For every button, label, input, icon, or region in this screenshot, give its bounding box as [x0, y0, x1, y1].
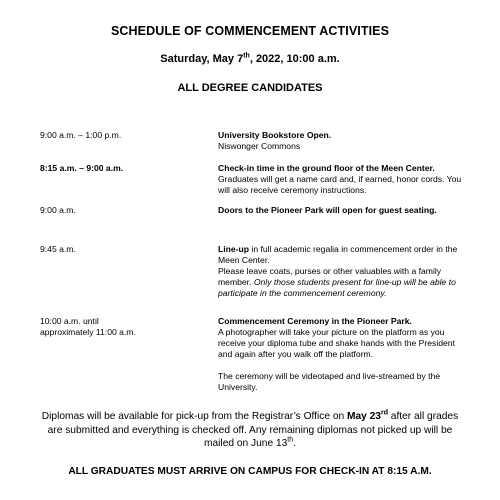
- schedule-item: [218, 163, 468, 196]
- document-title: SCHEDULE OF COMMENCEMENT ACTIVITIES: [110, 24, 390, 38]
- schedule-item: [218, 244, 468, 299]
- schedule-item: [218, 316, 468, 393]
- schedule-time: 9:00 a.m. – 1:00 p.m.: [40, 130, 122, 140]
- schedule-item-note: Only those students present for line-up will be able to participate in the commencement ceremony.: [218, 277, 456, 298]
- schedule-item-detail: Graduates will get a name card and, if earned, honor cords. You will also receive ceremony instructions.: [218, 174, 462, 195]
- schedule-item-title: University Bookstore Open.: [218, 130, 332, 140]
- event-date: Saturday, May 7th, 2022, 10:00 a.m.: [160, 52, 340, 65]
- arrival-notice: ALL GRADUATES MUST ARRIVE ON CAMPUS FOR CHECK-IN AT 8:15 A.M.: [68, 466, 432, 477]
- schedule-item-detail: Please leave coats, purses or other valuables with a family member.: [218, 266, 442, 287]
- schedule-item: [218, 130, 468, 152]
- schedule-item-title: Line-up: [218, 244, 250, 254]
- schedule-item-title-rest: in full academic regalia in commencement order in the Meen Center.: [218, 244, 458, 265]
- schedule-time: 8:15 a.m. – 9:00 a.m.: [40, 163, 124, 173]
- schedule-time: 9:45 a.m.: [40, 244, 76, 254]
- schedule-time: 10:00 a.m. until approximately 11:00 a.m.: [40, 316, 136, 337]
- diploma-pickup-note: Diplomas will be available for pick-up from the Registrar’s Office on May 23rd after all grades are submitted and everything is checked off. Any remaining diplomas not picked up will be mailed on June 13th.: [41, 409, 459, 449]
- schedule-item-title: Commencement Ceremony in the Pioneer Park.: [218, 316, 412, 326]
- audience-subtitle: ALL DEGREE CANDIDATES: [177, 82, 323, 94]
- schedule-item-detail: Niswonger Commons: [218, 141, 301, 151]
- schedule-item-title: Doors to the Pioneer Park will open for guest seating.: [218, 205, 437, 215]
- schedule-item-title: Check-in time in the ground floor of the Meen Center.: [218, 163, 435, 173]
- schedule-item-detail: A photographer will take your picture on the platform as you receive your diploma tube and shake hands with the President and again after you walk off the platform.: [218, 327, 455, 359]
- schedule-time: 9:00 a.m.: [40, 205, 76, 215]
- schedule-item: [218, 205, 453, 216]
- schedule-item-detail-2: The ceremony will be videotaped and live-streamed by the University.: [218, 371, 441, 392]
